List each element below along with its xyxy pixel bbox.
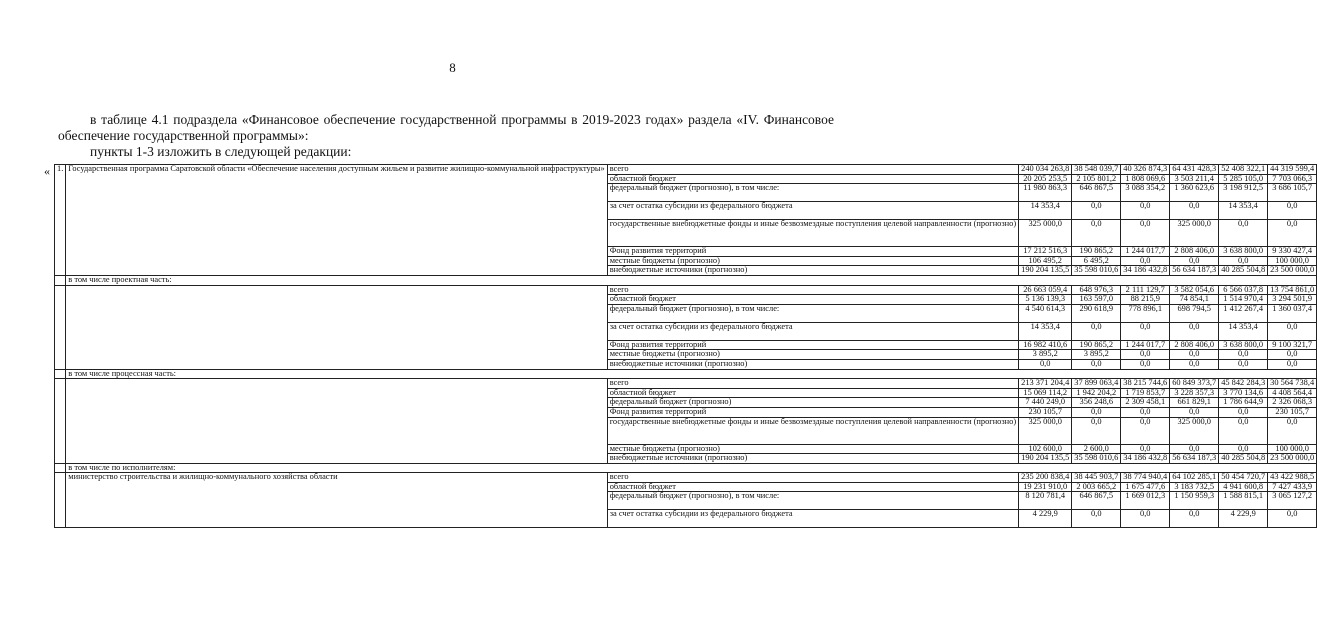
value-cell: 646 867,5 [1072,184,1121,202]
value-cell: 235 200 838,4 [1019,473,1072,483]
value-cell: 15 069 114,2 [1019,388,1072,398]
value-cell: 0,0 [1219,359,1268,369]
value-cell: 0,0 [1072,220,1121,247]
value-cell: 3 183 732,5 [1170,482,1219,492]
value-cell: 26 663 059,4 [1019,285,1072,295]
table-row [55,379,1317,389]
source-label: за счет остатка субсидии из федерального бюджета [607,202,1018,220]
value-cell: 100 000,0 [1268,444,1317,454]
blank-cell [55,379,66,464]
value-cell: 1 669 012,3 [1121,492,1170,510]
value-cell: 88 215,9 [1121,295,1170,305]
value-cell: 20 205 253,5 [1019,174,1072,184]
value-cell: 45 842 284,3 [1219,379,1268,389]
value-cell: 1 360 623,6 [1170,184,1219,202]
value-cell: 2 105 801,2 [1072,174,1121,184]
value-cell: 43 422 988,5 [1268,473,1317,483]
value-cell: 38 774 940,4 [1121,473,1170,483]
value-cell: 4 229,9 [1019,510,1072,528]
value-cell: 0,0 [1219,417,1268,444]
source-label: федеральный бюджет (прогнозно) [607,398,1018,408]
financing-table [54,164,1317,528]
value-cell: 0,0 [1219,407,1268,417]
value-cell: 230 105,7 [1019,407,1072,417]
source-label: за счет остатка субсидии из федерального бюджета [607,322,1018,340]
value-cell: 19 231 910,0 [1019,482,1072,492]
value-cell: 40 285 504,8 [1219,266,1268,276]
value-cell: 0,0 [1121,220,1170,247]
value-cell: 163 597,0 [1072,295,1121,305]
value-cell: 0,0 [1219,444,1268,454]
value-cell: 0,0 [1121,444,1170,454]
value-cell: 38 548 039,7 [1072,165,1121,175]
value-cell: 3 638 800,0 [1219,340,1268,350]
source-label: всего [607,165,1018,175]
value-cell: 7 703 066,3 [1268,174,1317,184]
value-cell: 0,0 [1170,256,1219,266]
value-cell: 34 186 432,8 [1121,266,1170,276]
source-label: Фонд развития территорий [607,340,1018,350]
value-cell: 38 215 744,6 [1121,379,1170,389]
value-cell: 106 495,2 [1019,256,1072,266]
value-cell: 38 445 903,7 [1072,473,1121,483]
value-cell: 2 111 129,7 [1121,285,1170,295]
value-cell: 14 353,4 [1019,202,1072,220]
intro-line-2: пункты 1-3 изложить в следующей редакции: [90,144,352,159]
value-cell: 2 309 458,1 [1121,398,1170,408]
value-cell: 4 941 600,8 [1219,482,1268,492]
value-cell: 190 204 135,5 [1019,454,1072,464]
intro-line-1: в таблице 4.1 подраздела «Финансовое обеспечение государственной программы в 2019-2023 годах» раздела «IV. Финансовое обеспечение государственной программы»: [58,112,834,143]
value-cell: 240 034 263,8 [1019,165,1072,175]
value-cell: 3 088 354,2 [1121,184,1170,202]
section-label: в том числе проектная часть: [66,275,1317,285]
value-cell: 190 204 135,5 [1019,266,1072,276]
opening-quote: « [44,164,50,178]
value-cell: 3 294 501,9 [1268,295,1317,305]
value-cell: 0,0 [1170,202,1219,220]
value-cell: 0,0 [1121,202,1170,220]
value-cell: 0,0 [1121,256,1170,266]
value-cell: 325 000,0 [1170,417,1219,444]
value-cell: 3 198 912,5 [1219,184,1268,202]
source-label: областной бюджет [607,388,1018,398]
source-label: всего [607,379,1018,389]
value-cell: 14 353,4 [1219,202,1268,220]
value-cell: 190 865,2 [1072,247,1121,257]
value-cell: 7 440 249,0 [1019,398,1072,408]
value-cell: 100 000,0 [1268,256,1317,266]
value-cell: 648 976,3 [1072,285,1121,295]
value-cell: 4 540 614,3 [1019,304,1072,322]
value-cell: 14 353,4 [1219,322,1268,340]
value-cell: 0,0 [1219,350,1268,360]
value-cell: 3 065 127,2 [1268,492,1317,510]
source-label: внебюджетные источники (прогнозно) [607,454,1018,464]
value-cell: 30 564 738,4 [1268,379,1317,389]
value-cell: 1 360 037,4 [1268,304,1317,322]
value-cell: 3 895,2 [1072,350,1121,360]
program-name: Государственная программа Саратовской области «Обеспечение населения доступным жильем и развитие жилищно-коммунальной инфраструктуры» [66,165,607,276]
value-cell: 0,0 [1268,202,1317,220]
value-cell: 64 102 285,1 [1170,473,1219,483]
value-cell: 52 408 322,1 [1219,165,1268,175]
value-cell: 2 003 665,2 [1072,482,1121,492]
value-cell: 3 228 357,3 [1170,388,1219,398]
value-cell: 5 285 105,0 [1219,174,1268,184]
value-cell: 23 500 000,0 [1268,266,1317,276]
value-cell: 1 412 267,4 [1219,304,1268,322]
value-cell: 0,0 [1268,350,1317,360]
source-label: местные бюджеты (прогнозно) [607,256,1018,266]
page-number: 8 [449,60,456,75]
source-label: областной бюджет [607,295,1018,305]
source-label: государственные внебюджетные фонды и иные безвозмездные поступления целевой направленности (прогнозно) [607,220,1018,247]
value-cell: 0,0 [1219,220,1268,247]
value-cell: 56 634 187,3 [1170,266,1219,276]
value-cell: 56 634 187,3 [1170,454,1219,464]
value-cell: 50 454 720,7 [1219,473,1268,483]
value-cell: 37 899 063,4 [1072,379,1121,389]
row-number: 1. [55,165,66,276]
value-cell: 0,0 [1268,359,1317,369]
value-cell: 8 120 781,4 [1019,492,1072,510]
value-cell: 0,0 [1121,510,1170,528]
value-cell: 1 514 970,4 [1219,295,1268,305]
value-cell: 35 598 010,6 [1072,266,1121,276]
value-cell: 0,0 [1072,359,1121,369]
value-cell: 3 770 134,6 [1219,388,1268,398]
value-cell: 0,0 [1072,417,1121,444]
source-label: областной бюджет [607,482,1018,492]
value-cell: 6 566 037,8 [1219,285,1268,295]
value-cell: 0,0 [1170,407,1219,417]
value-cell: 778 896,1 [1121,304,1170,322]
blank-cell [66,379,607,464]
value-cell: 0,0 [1170,444,1219,454]
value-cell: 13 754 861,0 [1268,285,1317,295]
value-cell: 9 330 427,4 [1268,247,1317,257]
source-label: государственные внебюджетные фонды и иные безвозмездные поступления целевой направленности (прогнозно) [607,417,1018,444]
value-cell: 3 503 211,4 [1170,174,1219,184]
value-cell: 60 849 373,7 [1170,379,1219,389]
source-label: федеральный бюджет (прогнозно), в том числе: [607,492,1018,510]
value-cell: 3 686 105,7 [1268,184,1317,202]
value-cell: 2 808 406,0 [1170,247,1219,257]
value-cell: 11 980 863,3 [1019,184,1072,202]
value-cell: 325 000,0 [1019,417,1072,444]
value-cell: 0,0 [1170,350,1219,360]
value-cell: 23 500 000,0 [1268,454,1317,464]
source-label: местные бюджеты (прогнозно) [607,444,1018,454]
table-row [55,165,1317,175]
value-cell: 1 150 959,3 [1170,492,1219,510]
value-cell: 290 618,9 [1072,304,1121,322]
source-label: всего [607,285,1018,295]
value-cell: 2 808 406,0 [1170,340,1219,350]
blank-cell [55,473,66,528]
source-label: Фонд развития территорий [607,247,1018,257]
value-cell: 2 326 068,3 [1268,398,1317,408]
value-cell: 1 244 017,7 [1121,340,1170,350]
source-label: внебюджетные источники (прогнозно) [607,266,1018,276]
value-cell: 1 675 477,6 [1121,482,1170,492]
blank-cell [55,369,66,379]
value-cell: 646 867,5 [1072,492,1121,510]
value-cell: 40 326 874,3 [1121,165,1170,175]
value-cell: 0,0 [1121,407,1170,417]
value-cell: 4 408 564,4 [1268,388,1317,398]
value-cell: 0,0 [1170,359,1219,369]
section-header-row [55,275,1317,285]
value-cell: 1 808 069,6 [1121,174,1170,184]
value-cell: 0,0 [1268,510,1317,528]
value-cell: 14 353,4 [1019,322,1072,340]
value-cell: 0,0 [1268,220,1317,247]
value-cell: 0,0 [1268,417,1317,444]
blank-cell [55,463,66,473]
value-cell: 3 582 054,6 [1170,285,1219,295]
value-cell: 7 427 433,9 [1268,482,1317,492]
value-cell: 0,0 [1170,322,1219,340]
source-label: федеральный бюджет (прогнозно), в том числе: [607,184,1018,202]
source-label: местные бюджеты (прогнозно) [607,350,1018,360]
value-cell: 44 319 599,4 [1268,165,1317,175]
value-cell: 2 600,0 [1072,444,1121,454]
value-cell: 0,0 [1121,322,1170,340]
value-cell: 34 186 432,8 [1121,454,1170,464]
value-cell: 356 248,6 [1072,398,1121,408]
value-cell: 0,0 [1219,256,1268,266]
value-cell: 3 895,2 [1019,350,1072,360]
value-cell: 325 000,0 [1170,220,1219,247]
source-label: Фонд развития территорий [607,407,1018,417]
value-cell: 1 942 204,2 [1072,388,1121,398]
value-cell: 64 431 428,3 [1170,165,1219,175]
source-label: всего [607,473,1018,483]
intro-paragraph [58,112,834,144]
value-cell: 102 600,0 [1019,444,1072,454]
value-cell: 0,0 [1072,407,1121,417]
value-cell: 0,0 [1268,322,1317,340]
table-row [55,473,1317,483]
value-cell: 0,0 [1072,202,1121,220]
value-cell: 9 100 321,7 [1268,340,1317,350]
value-cell: 0,0 [1121,417,1170,444]
source-label: за счет остатка субсидии из федерального бюджета [607,510,1018,528]
executor-name: министерство строительства и жилищно-коммунального хозяйства области [66,473,607,528]
value-cell: 698 794,5 [1170,304,1219,322]
value-cell: 230 105,7 [1268,407,1317,417]
value-cell: 1 244 017,7 [1121,247,1170,257]
value-cell: 40 285 504,8 [1219,454,1268,464]
table-row [55,285,1317,295]
value-cell: 3 638 800,0 [1219,247,1268,257]
value-cell: 35 598 010,6 [1072,454,1121,464]
source-label: областной бюджет [607,174,1018,184]
value-cell: 213 371 204,4 [1019,379,1072,389]
blank-cell [55,285,66,369]
value-cell: 0,0 [1072,322,1121,340]
value-cell: 0,0 [1121,359,1170,369]
value-cell: 661 829,1 [1170,398,1219,408]
value-cell: 190 865,2 [1072,340,1121,350]
source-label: внебюджетные источники (прогнозно) [607,359,1018,369]
value-cell: 4 229,9 [1219,510,1268,528]
value-cell: 1 588 815,1 [1219,492,1268,510]
value-cell: 1 719 853,7 [1121,388,1170,398]
value-cell: 0,0 [1072,510,1121,528]
value-cell: 325 000,0 [1019,220,1072,247]
blank-cell [55,275,66,285]
value-cell: 74 854,1 [1170,295,1219,305]
value-cell: 16 982 410,6 [1019,340,1072,350]
value-cell: 5 136 139,3 [1019,295,1072,305]
section-label: в том числе процессная часть: [66,369,1317,379]
blank-cell [66,285,607,369]
section-label: в том числе по исполнителям: [66,463,1317,473]
value-cell: 6 495,2 [1072,256,1121,266]
value-cell: 0,0 [1019,359,1072,369]
value-cell: 0,0 [1121,350,1170,360]
value-cell: 17 212 516,3 [1019,247,1072,257]
value-cell: 1 786 644,9 [1219,398,1268,408]
source-label: федеральный бюджет (прогнозно), в том числе: [607,304,1018,322]
value-cell: 0,0 [1170,510,1219,528]
